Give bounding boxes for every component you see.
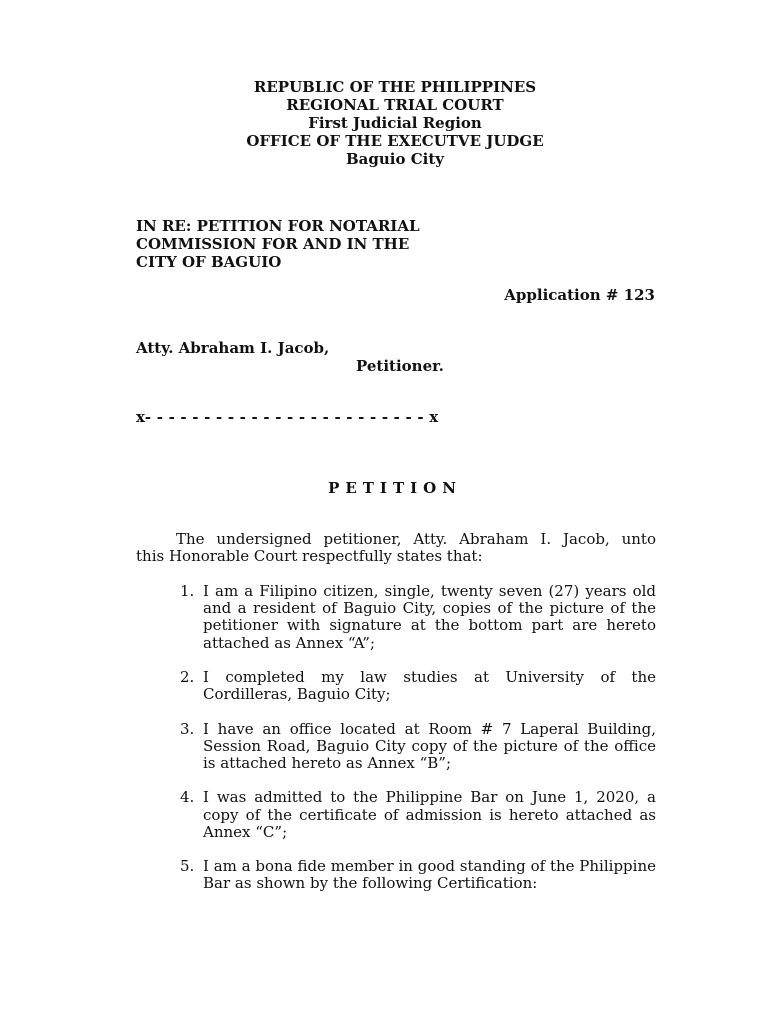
- document-title: PETITION: [328, 479, 462, 497]
- item-text: I was admitted to the Philippine Bar on June 1, 2020, a copy of the certificate of admission is hereto attached as Annex “C”;: [203, 788, 656, 841]
- list-item: [176, 669, 656, 703]
- item-number: 5.: [180, 857, 195, 876]
- item-text: I have an office located at Room # 7 Laperal Building, Session Road, Baguio City copy of the picture of the office is attached hereto as Annex “B”;: [203, 719, 656, 772]
- list-item: [176, 858, 656, 892]
- caption-divider: x- - - - - - - - - - - - - - - - - - - - - - - - x: [136, 408, 439, 426]
- item-text: I am a bona fide member in good standing of the Philippine Bar as shown by the following Certification:: [203, 857, 656, 893]
- header-republic: REPUBLIC OF THE PHILIPPINES: [253, 78, 537, 96]
- application-number: Application # 123: [504, 286, 655, 304]
- item-number: 1.: [180, 582, 195, 600]
- header-office: OFFICE OF THE EXECUTVE JUDGE: [246, 132, 544, 150]
- court-header: [0, 78, 768, 168]
- intro-line-1: The undersigned petitioner, Atty. Abraham I. Jacob, unto: [176, 530, 656, 548]
- header-region: First Judicial Region: [308, 114, 482, 132]
- intro-line-2: this Honorable Court respectfully states that:: [136, 547, 483, 565]
- petitioner-name: Atty. Abraham I. Jacob,: [136, 339, 330, 357]
- list-item: [176, 789, 656, 841]
- item-number: 3.: [180, 719, 195, 738]
- list-item: [176, 721, 656, 773]
- caption-line-2: COMMISSION FOR AND IN THE: [136, 235, 410, 253]
- caption-line-1: IN RE: PETITION FOR NOTARIAL: [136, 217, 420, 235]
- item-text: I am a Filipino citizen, single, twenty seven (27) years old and a resident of Baguio City, copies of the picture of the petitioner with signature at the bottom part are hereto attached as Annex “A”;: [203, 582, 656, 652]
- numbered-allegations: [176, 583, 656, 910]
- intro-paragraph: [136, 531, 656, 565]
- caption-line-3: CITY OF BAGUIO: [136, 253, 282, 271]
- list-item: [176, 583, 656, 652]
- item-text: I completed my law studies at University of the Cordilleras, Baguio City;: [203, 668, 656, 704]
- item-number: 4.: [180, 788, 195, 807]
- item-number: 2.: [180, 668, 195, 686]
- petitioner-role: Petitioner.: [356, 357, 444, 375]
- header-court: REGIONAL TRIAL COURT: [286, 96, 504, 114]
- header-city: Baguio City: [346, 150, 444, 168]
- case-caption: [136, 217, 420, 271]
